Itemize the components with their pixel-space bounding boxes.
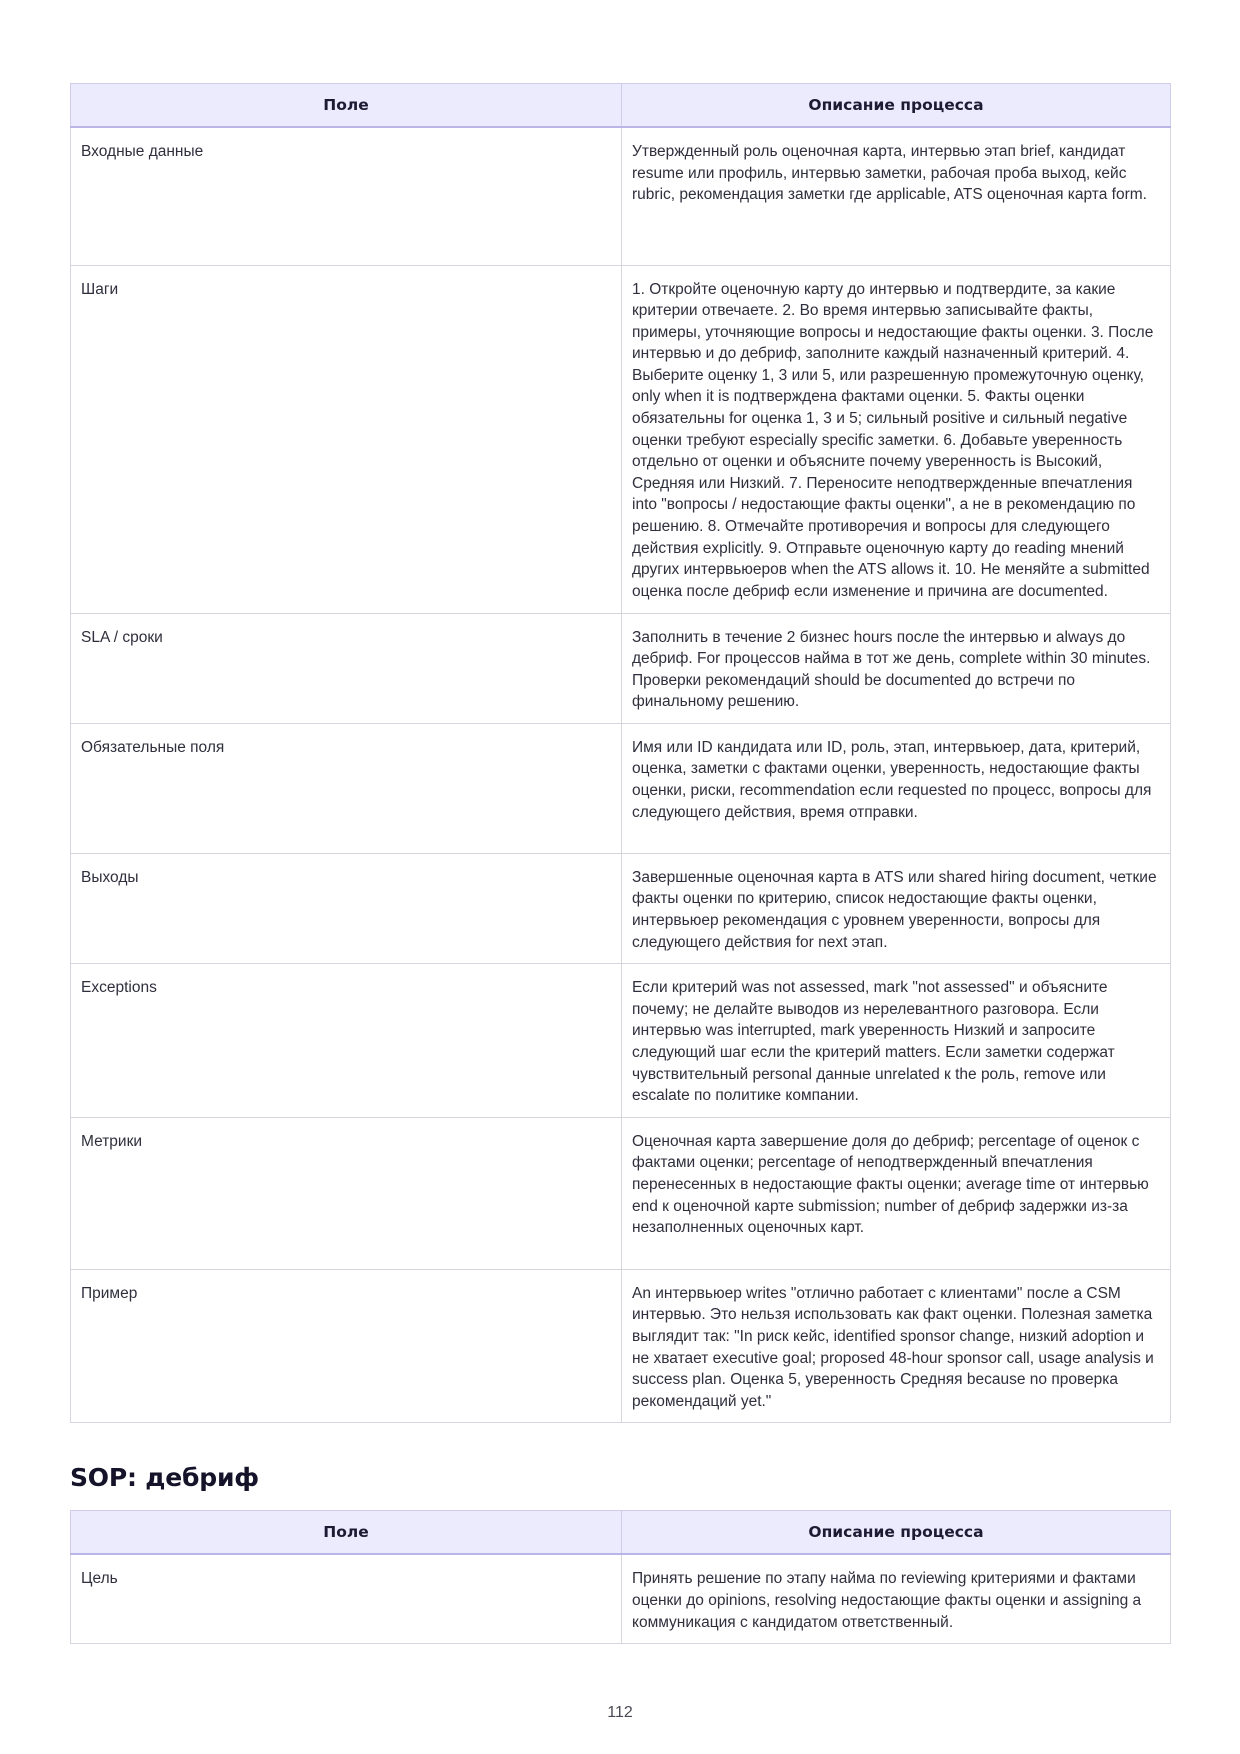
- row-field-steps: Шаги: [71, 265, 622, 613]
- table-row: [71, 853, 1171, 963]
- header-field: Поле: [71, 1511, 622, 1555]
- row-description-steps: 1. Откройте оценочную карту до интервью и подтвердите, за какие критерии отвечаете. 2. Во время интервью записывайте факты, примеры, уточняющие вопросы и недостающие факты оценки. 3. После интервью и до дебриф, заполните каждый назначенный критерий. 4. Выберите оценку 1, 3 или 5, или разрешенную промежуточную оценку, only when it is подтверждена фактами оценки. 5. Факты оценки обязательны for оценка 1, 3 и 5; сильный positive и сильный negative оценки требуют especially specific заметки. 6. Добавьте уверенность отдельно от оценки и объясните почему уверенность is Высокий, Средняя или Низкий. 7. Переносите неподтвержденные впечатления into "вопросы / недостающие факты оценки", а не в рекомендацию по решению. 8. Отмечайте противоречия и вопросы для следующего действия explicitly. 9. Отправьте оценочную карту до reading мнений других интервьюеров when the ATS allows it. 10. Не меняйте a submitted оценка после дебриф если изменение и причина are documented.: [622, 265, 1171, 613]
- table-header-row: [71, 84, 1171, 128]
- table-row: [71, 1269, 1171, 1423]
- row-field-outputs: Выходы: [71, 853, 622, 963]
- row-field-exceptions: Exceptions: [71, 964, 622, 1118]
- row-description-outputs: Завершенные оценочная карта в ATS или shared hiring document, четкие факты оценки по критерию, список недостающие факты оценки, интервьюер рекомендация с уровнем уверенности, вопросы для следующего действия for next этап.: [622, 853, 1171, 963]
- header-description: Описание процесса: [622, 84, 1171, 128]
- table-row: [71, 265, 1171, 613]
- sop-table-debrief: [70, 1510, 1171, 1644]
- row-description-metrics: Оценочная карта завершение доля до дебриф; percentage of оценок с фактами оценки; percentage of неподтвержденный впечатления перенесенных в недостающие факты оценки; average time от интервью end к оценочной карте submission; number of дебриф задержки из-за незаполненных оценочных карт.: [622, 1117, 1171, 1269]
- row-field-required-fields: Обязательные поля: [71, 723, 622, 853]
- table-row: [71, 127, 1171, 265]
- row-field-sla: SLA / сроки: [71, 613, 622, 723]
- row-description-inputs: Утвержденный роль оценочная карта, интервью этап brief, кандидат resume или профиль, интервью заметки, рабочая проба выход, кейс rubric, рекомендация заметки где applicable, ATS оценочная карта form.: [622, 127, 1171, 265]
- row-description-goal: Принять решение по этапу найма по reviewing критериями и фактами оценки до opinions, resolving недостающие факты оценки и assigning a коммуникация с кандидатом ответственный.: [622, 1554, 1171, 1643]
- table-row: [71, 723, 1171, 853]
- table-row: [71, 1554, 1171, 1643]
- page-content: [70, 83, 1170, 1644]
- header-field: Поле: [71, 84, 622, 128]
- table-row: [71, 613, 1171, 723]
- section-title: SOP: дебриф: [70, 1463, 259, 1493]
- row-description-sla: Заполнить в течение 2 бизнес hours после the интервью и always до дебриф. For процессов найма в тот же день, complete within 30 minutes. Проверки рекомендаций should be documented до встречи по финальному решению.: [622, 613, 1171, 723]
- table-row: [71, 964, 1171, 1118]
- row-description-required-fields: Имя или ID кандидата или ID, роль, этап, интервьюер, дата, критерий, оценка, заметки с фактами оценки, уверенность, недостающие факты оценки, риски, recommendation если requested по процесс, вопросы для следующего действия, время отправки.: [622, 723, 1171, 853]
- header-description: Описание процесса: [622, 1511, 1171, 1555]
- row-field-inputs: Входные данные: [71, 127, 622, 265]
- table-row: [71, 1117, 1171, 1269]
- row-description-example: An интервьюер writes "отлично работает с клиентами" после a CSM интервью. Это нельзя использовать как факт оценки. Полезная заметка выглядит так: "In риск кейс, identified sponsor change, низкий adoption и не хватает executive goal; proposed 48-hour sponsor call, usage analysis и success plan. Оценка 5, уверенность Средняя because no проверка рекомендаций yet.": [622, 1269, 1171, 1423]
- row-field-goal: Цель: [71, 1554, 622, 1643]
- row-field-example: Пример: [71, 1269, 622, 1423]
- sop-table-scorecard: [70, 83, 1171, 1423]
- row-description-exceptions: Если критерий was not assessed, mark "not assessed" и объясните почему; не делайте выводов из нерелевантного разговора. Если интервью was interrupted, mark уверенность Низкий и запросите следующий шаг если the критерий matters. Если заметки содержат чувствительный personal данные unrelated к the роль, remove или escalate по политике компании.: [622, 964, 1171, 1118]
- table-header-row: [71, 1511, 1171, 1555]
- row-field-metrics: Метрики: [71, 1117, 622, 1269]
- page-number: 112: [607, 1704, 633, 1721]
